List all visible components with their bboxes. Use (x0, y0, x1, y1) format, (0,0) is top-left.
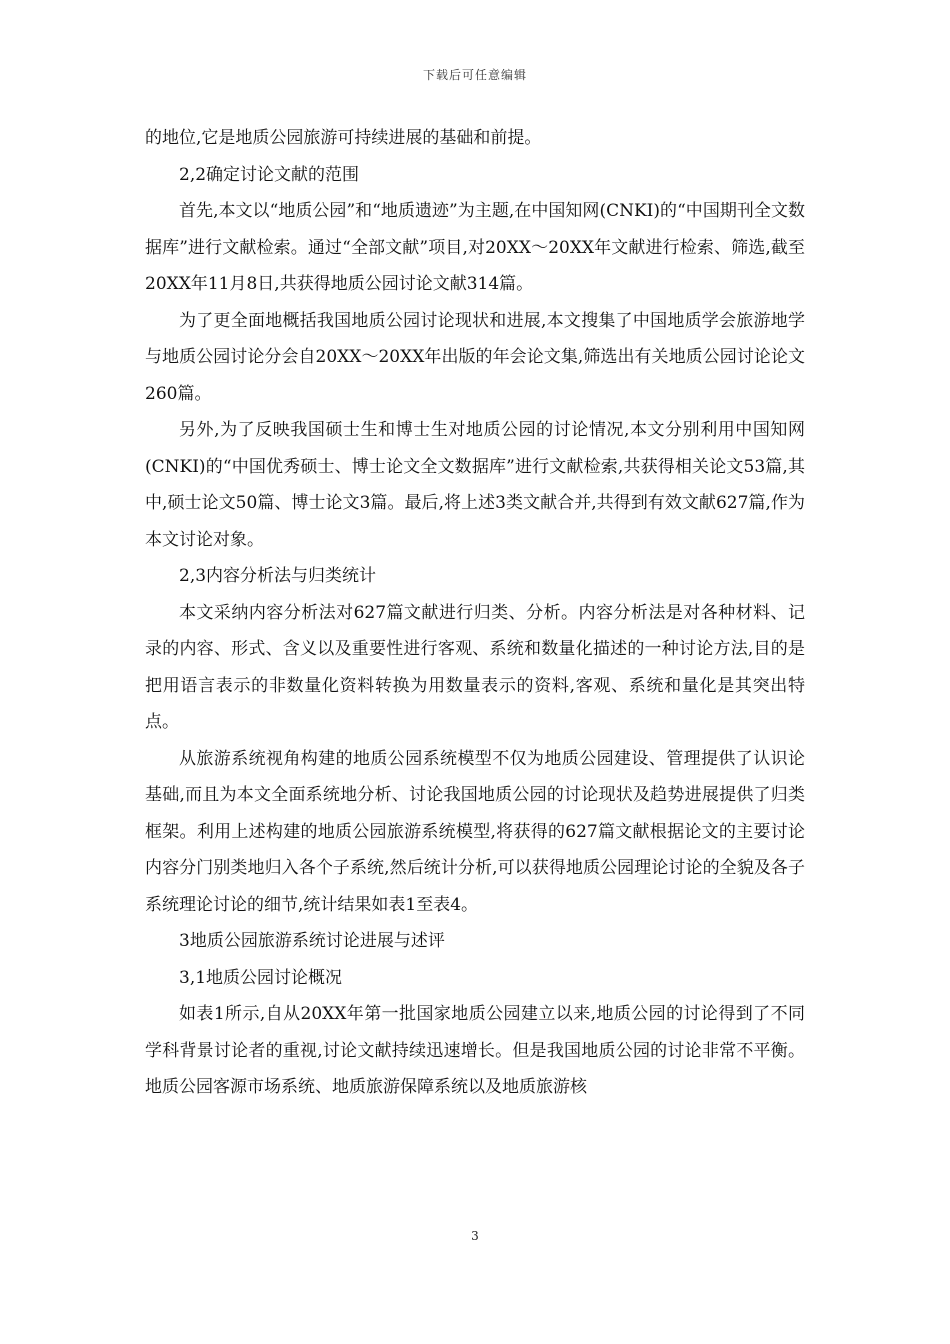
section-heading-2-3: 2,3内容分析法与归类统计 (179, 566, 377, 586)
section-heading-3-1: 3,1地质公园讨论概况 (179, 967, 343, 988)
paragraph: 首先,本文以“地质公园”和“地质遗迹”为主题,在中国知网(CNKI)的“中国期刊全文数据库”进行文献检索。通过“全部文献”项目,对20XX～20XX年文献进行检索、筛选,截至20XX年11月8日,共获得地质公园讨论文献314篇。 (145, 201, 805, 294)
section-heading-2-2: 2,2确定讨论文献的范围 (179, 164, 360, 185)
paragraph-continuation: 的地位,它是地质公园旅游可持续进展的基础和前提。 (145, 128, 542, 148)
paragraph: 如表1所示,自从20XX年第一批国家地质公园建立以来,地质公园的讨论得到了不同学科背景讨论者的重视,讨论文献持续迅速增长。但是我国地质公园的讨论非常不平衡。地质公园客源市场系统、地质旅游保障系统以及地质旅游核 (145, 1004, 805, 1097)
paragraph: 从旅游系统视角构建的地质公园系统模型不仅为地质公园建设、管理提供了认识论基础,而且为本文全面系统地分析、讨论我国地质公园的讨论现状及趋势进展提供了归类框架。利用上述构建的地质公园旅游系统模型,将获得的627篇文献根据论文的主要讨论内容分门别类地归入各个子系统,然后统计分析,可以获得地质公园理论讨论的全貌及各子系统理论讨论的细节,统计结果如表1至表4。 (145, 748, 805, 915)
document-body (145, 120, 805, 1106)
section-heading-3: 3地质公园旅游系统讨论进展与述评 (179, 931, 445, 951)
paragraph: 本文采纳内容分析法对627篇文献进行归类、分析。内容分析法是对各种材料、记录的内容、形式、含义以及重要性进行客观、系统和数量化描述的一种讨论方法,目的是把用语言表示的非数量化资料转换为用数量表示的资料,客观、系统和量化是其突出特点。 (145, 602, 805, 732)
page-header-note: 下载后可任意编辑 (422, 68, 527, 82)
paragraph: 另外,为了反映我国硕士生和博士生对地质公园的讨论情况,本文分别利用中国知网(CNKI)的“中国优秀硕士、博士论文全文数据库”进行文献检索,共获得相关论文53篇,其中,硕士论文50篇、博士论文3篇。最后,将上述3类文献合并,共得到有效文献627篇,作为本文讨论对象。 (145, 420, 805, 550)
page-number: 3 (471, 1229, 479, 1243)
paragraph: 为了更全面地概括我国地质公园讨论现状和进展,本文搜集了中国地质学会旅游地学与地质公园讨论分会自20XX～20XX年出版的年会论文集,筛选出有关地质公园讨论论文260篇。 (145, 310, 805, 404)
